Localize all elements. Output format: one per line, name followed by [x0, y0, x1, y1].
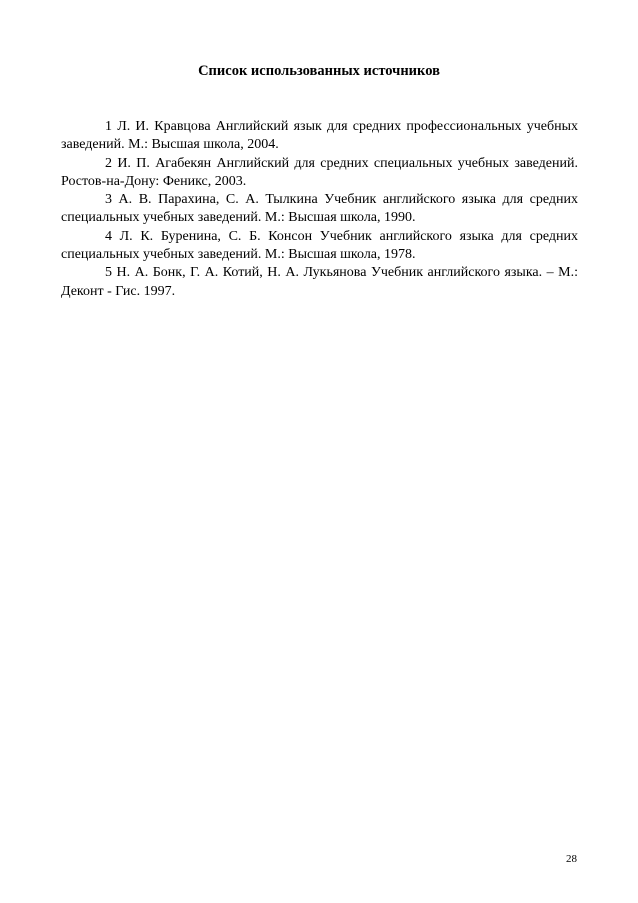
page-number: 28 [566, 853, 577, 865]
page-title: Список использованных источников [198, 63, 440, 79]
reference-item: 4 Л. К. Буренина, С. Б. Консон Учебник английского языка для средних специальных учебных заведений. М.: Высшая школа, 1978. [61, 228, 578, 263]
reference-item: 2 И. П. Агабекян Английский для средних специальных учебных заведений. Ростов-на-Дону: Феникс, 2003. [61, 155, 578, 189]
reference-item: 3 А. В. Парахина, С. А. Тылкина Учебник английского языка для средних специальных учебных заведений. М.: Высшая школа, 1990. [61, 192, 578, 226]
reference-list [61, 118, 578, 301]
reference-item: 1 Л. И. Кравцова Английский язык для средних профессиональных учебных заведений. М.: Высшая школа, 2004. [61, 119, 578, 153]
reference-item: 5 Н. А. Бонк, Г. А. Котий, Н. А. Лукьянова Учебник английского языка. – М.: Деконт - Гис. 1997. [61, 265, 578, 299]
